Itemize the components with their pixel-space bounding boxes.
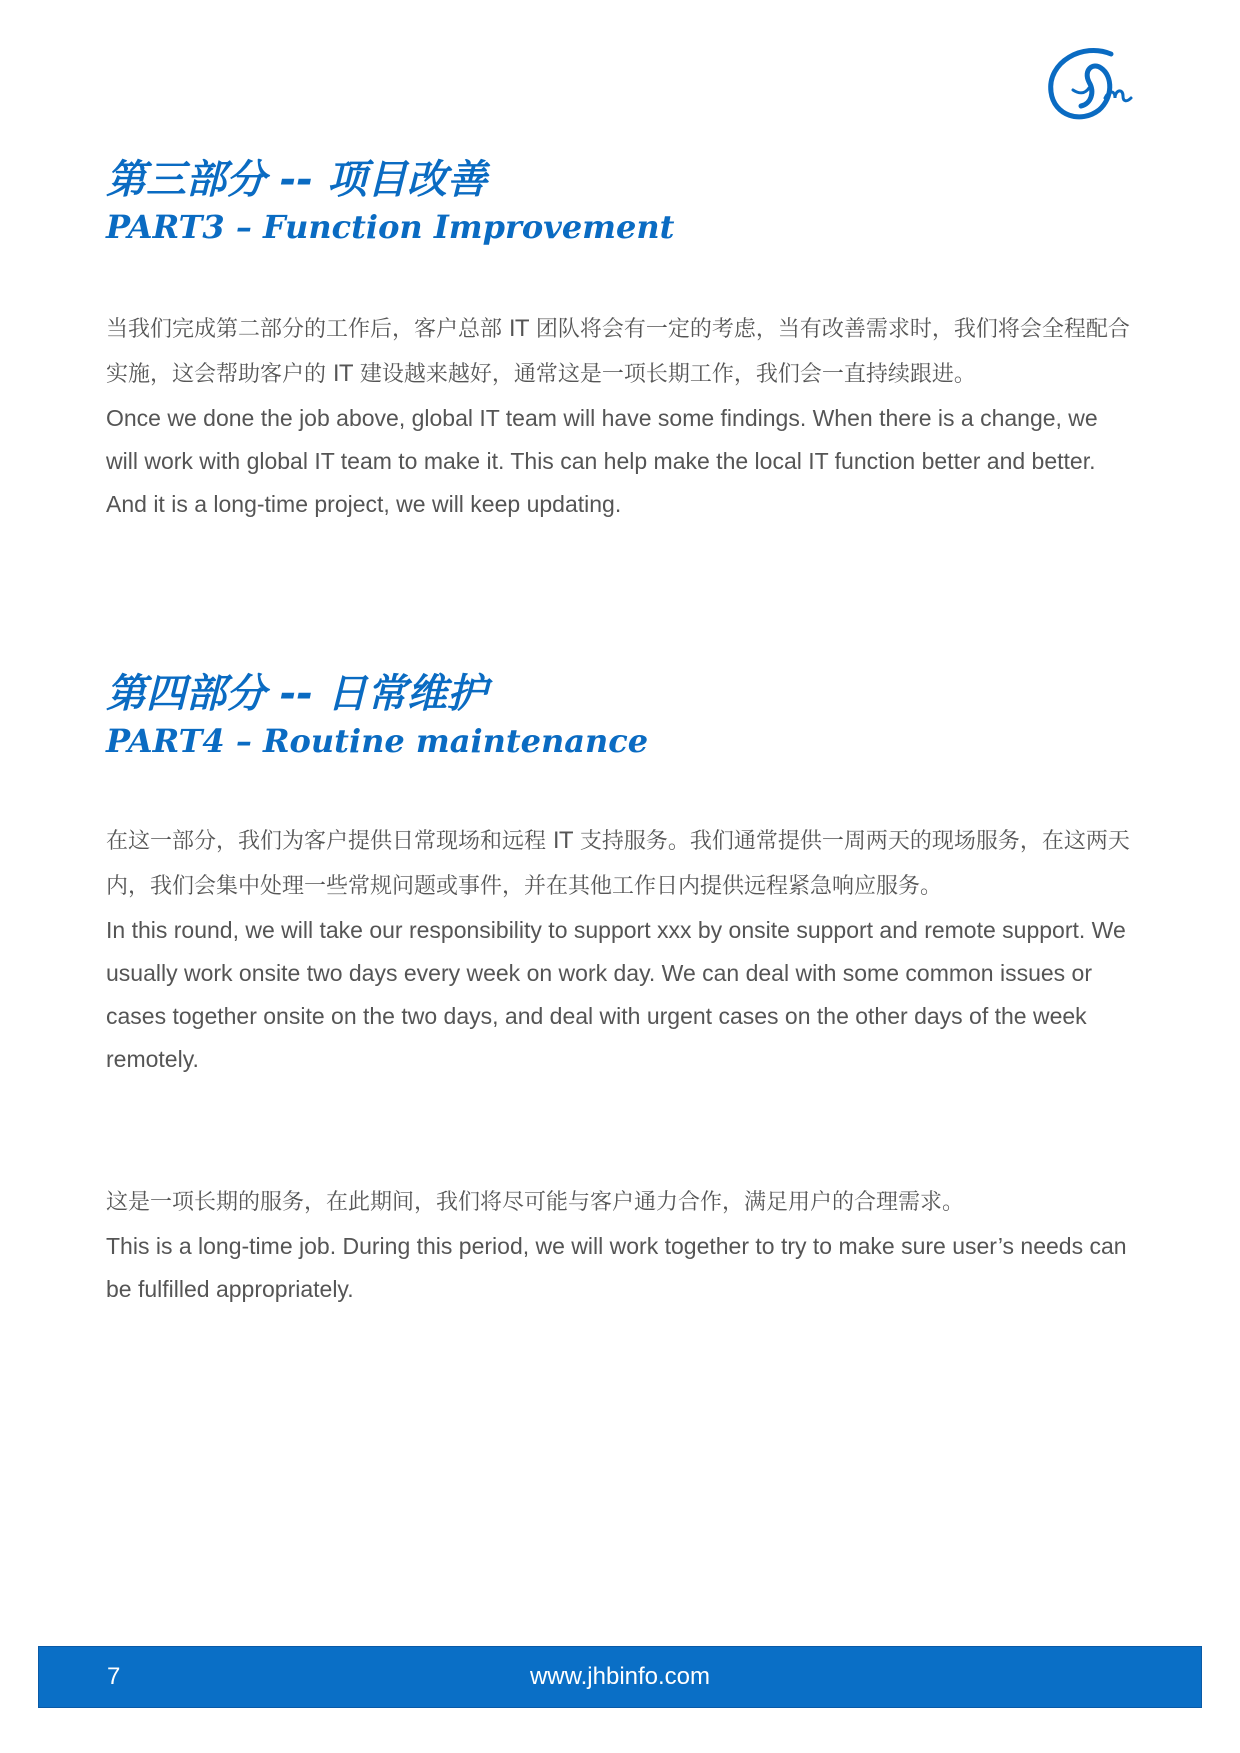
part4-paragraph-en: In this round, we will take our responsibility to support xxx by onsite support and remote support. We usually work onsite two days every week on work day. We can deal with some common issues or cases together onsite on the two days, and deal with urgent cases on the other days of the week remotely. xyxy=(106,917,1126,1072)
jhb-logo-icon xyxy=(1043,40,1143,130)
website-link[interactable]: www.jhbinfo.com xyxy=(529,1663,711,1690)
part3-paragraph-en: Once we done the job above, global IT team will have some findings. When there is a change, we will work with global IT team to make it. This can help make the local IT function better and better. And it is a long-time project, we will keep updating. xyxy=(106,405,1098,517)
part3-paragraph-cn: 当我们完成第二部分的工作后，客户总部 IT 团队将会有一定的考虑，当有改善需求时，我们将会全程配合实施，这会帮助客户的 IT 建设越来越好，通常这是一项长期工作，我们会一直持续跟进。 xyxy=(106,317,1130,387)
part4-body-2 xyxy=(106,1180,1136,1311)
part3-section xyxy=(106,154,1136,248)
part4-title-en: PART4 – Routine maintenance xyxy=(106,722,649,760)
part3-body xyxy=(106,307,1136,526)
part3-title-en: PART3 – Function Improvement xyxy=(106,208,675,246)
part3-title-cn: 第三部分 -- 项目改善 xyxy=(106,157,488,203)
part4-paragraph2-en: This is a long-time job. During this period, we will work together to try to make sure user’s needs can be fulfilled appropriately. xyxy=(106,1233,1127,1302)
part4-paragraph-cn: 在这一部分，我们为客户提供日常现场和远程 IT 支持服务。我们通常提供一周两天的现场服务，在这两天内，我们会集中处理一些常规问题或事件，并在其他工作日内提供远程紧急响应服务。 xyxy=(106,829,1130,899)
part4-title-cn: 第四部分 -- 日常维护 xyxy=(106,671,488,717)
part4-paragraph2-cn: 这是一项长期的服务，在此期间，我们将尽可能与客户通力合作，满足用户的合理需求。 xyxy=(106,1190,965,1215)
page-number: 7 xyxy=(107,1663,121,1690)
part4-section xyxy=(106,668,1136,762)
footer-bar xyxy=(38,1646,1202,1708)
part4-body xyxy=(106,819,1136,1081)
